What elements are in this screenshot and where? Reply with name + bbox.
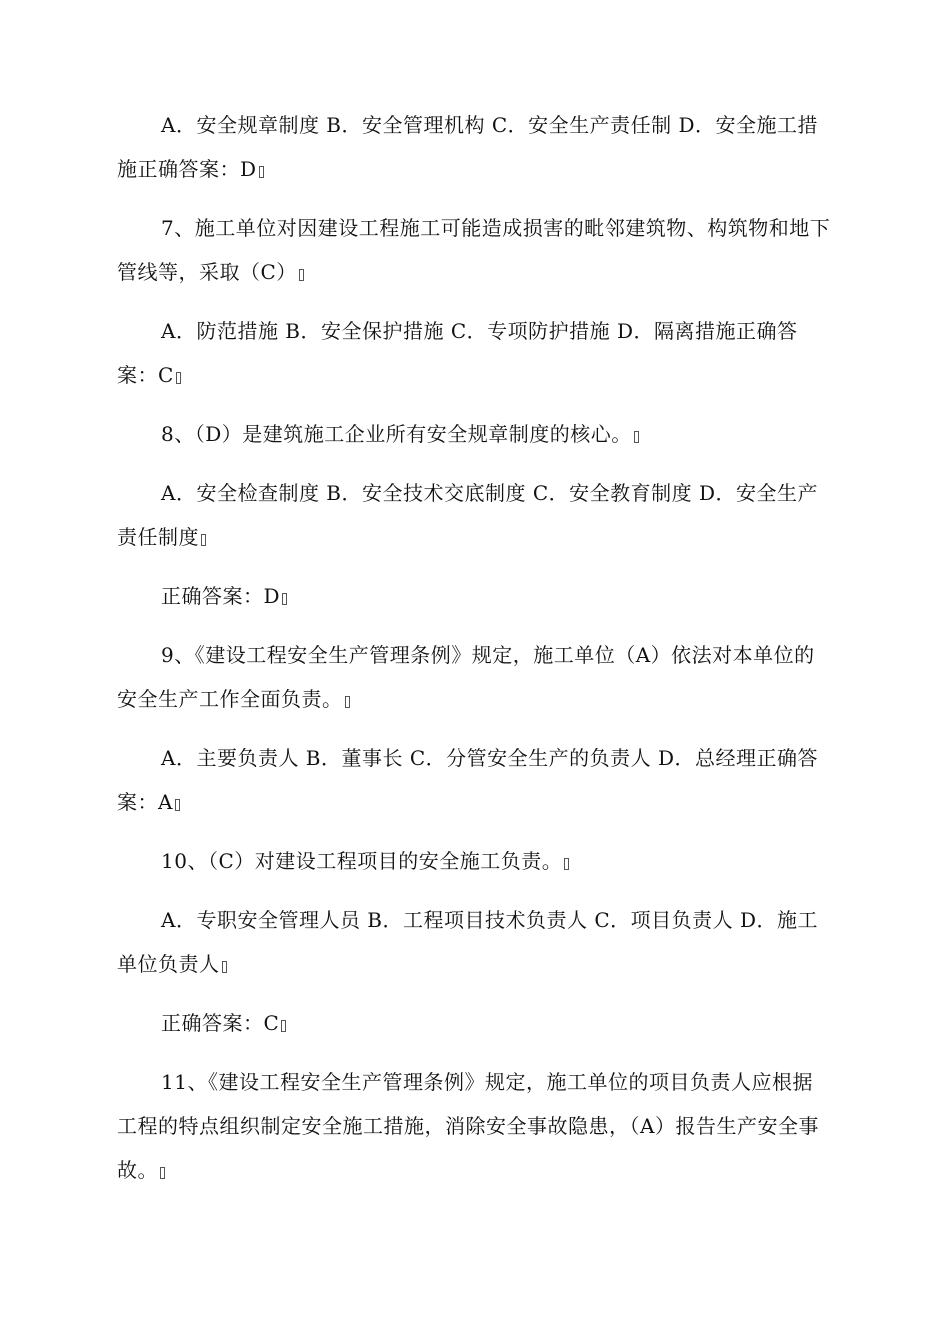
paragraph-end-mark: [299, 269, 304, 281]
question-8: [117, 412, 833, 456]
options-paragraph-7: [117, 309, 833, 397]
paragraph-text: 正确答案：D: [161, 584, 281, 608]
paragraph-text: 9、《建设工程安全生产管理条例》规定，施工单位（A）依法对本单位的安全生产工作全面负责。: [117, 643, 815, 711]
question-11: [117, 1060, 833, 1192]
paragraph-text: A．安全规章制度 B．安全管理机构 C．安全生产责任制 D．安全施工措施正确答案：D: [117, 113, 819, 181]
paragraph-text: A．主要负责人 B．董事长 C．分管安全生产的负责人 D．总经理正确答案：A: [117, 746, 819, 814]
paragraph-text: 正确答案：C: [161, 1011, 280, 1035]
answer-8: [117, 574, 833, 618]
paragraph-text: 10、（C）对建设工程项目的安全施工负责。: [161, 849, 563, 873]
paragraph-end-mark: [345, 696, 350, 708]
paragraph-end-mark: [281, 1020, 286, 1032]
paragraph-end-mark: [160, 1167, 165, 1179]
paragraph-text: 11、《建设工程安全生产管理条例》规定，施工单位的项目负责人应根据工程的特点组织制定安全施工措施，消除安全事故隐患，（A）报告生产安全事故。: [117, 1070, 819, 1182]
paragraph-text: A．专职安全管理人员 B．工程项目技术负责人 C．项目负责人 D．施工单位负责人: [117, 908, 819, 976]
paragraph-end-mark: [176, 372, 181, 384]
paragraph-text: A．防范措施 B．安全保护措施 C．专项防护措施 D．隔离措施正确答案：C: [117, 319, 798, 387]
options-paragraph-8: [117, 471, 833, 559]
paragraph-end-mark: [222, 961, 227, 973]
paragraph-text: 8、（D）是建筑施工企业所有安全规章制度的核心。: [161, 422, 632, 446]
paragraph-end-mark: [259, 166, 264, 178]
question-9: [117, 633, 833, 721]
question-7: [117, 206, 833, 294]
paragraph-end-mark: [175, 799, 180, 811]
answer-10: [117, 1001, 833, 1045]
paragraph-end-mark: [634, 431, 639, 443]
paragraph-end-mark: [201, 534, 206, 546]
options-paragraph-10: [117, 898, 833, 986]
options-paragraph-6: [117, 103, 833, 191]
paragraph-end-mark: [564, 858, 569, 870]
paragraph-text: A．安全检查制度 B．安全技术交底制度 C．安全教育制度 D．安全生产责任制度: [117, 481, 819, 549]
paragraph-end-mark: [282, 593, 287, 605]
options-paragraph-9: [117, 736, 833, 824]
paragraph-text: 7、施工单位对因建设工程施工可能造成损害的毗邻建筑物、构筑物和地下管线等，采取（C）: [117, 216, 831, 284]
question-10: [117, 839, 833, 883]
